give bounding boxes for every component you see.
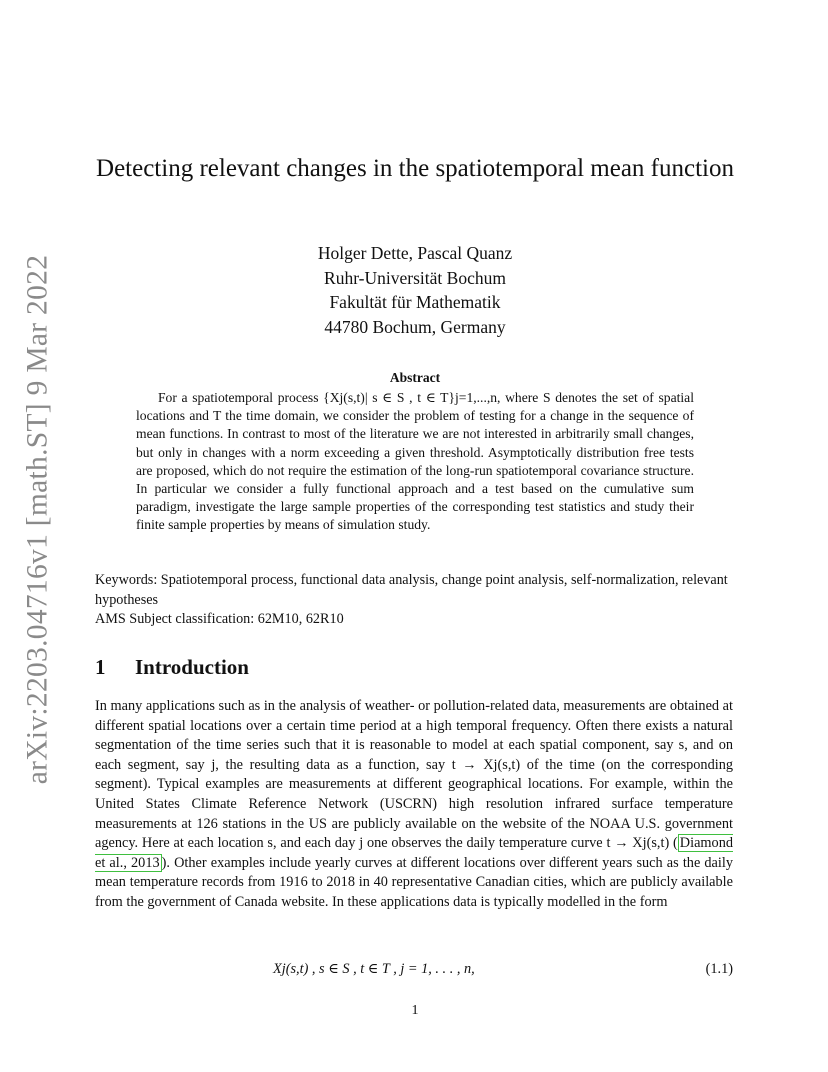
ams-classification: AMS Subject classification: 62M10, 62R10 (95, 611, 344, 627)
intro-text-part2: ). Other examples include yearly curves at different locations over different years such as the daily mean temperature records from 1916 to 2018 in 40 representative Canadian cities, which are publicly available from the government of Canada website. In these applications data is typically modelled in the form (95, 854, 733, 910)
abstract-text: For a spatiotemporal process {Xj(s,t)| s ∈ S , t ∈ T}j=1,...,n, where S denotes the set of spatial locations and T the time domain, we consider the problem of testing for a change in the sequence of mean functions. In contrast to most of the literature we are not interested in arbitrarily small changes, but only in changes with a norm exceeding a given threshold. Asymptotically distribution free tests are proposed, which do not require the estimation of the long-run spatiotemporal covariance structure. In particular we consider a fully functional approach and a test based on the cumulative sum paradigm, investigate the large sample properties of the corresponding test statistics and study their finite sample properties by means of simulation study. (136, 390, 694, 533)
section-heading (95, 655, 735, 680)
author-address: 44780 Bochum, Germany (324, 316, 506, 337)
page-number: 1 (411, 1003, 419, 1018)
author-block (95, 241, 735, 339)
author-faculty: Fakultät für Mathematik (329, 292, 501, 312)
equation-number: (1.1) (705, 961, 733, 977)
abstract-heading: Abstract (389, 370, 441, 385)
keywords-block (95, 571, 735, 630)
citation-link[interactable]: Diamond et al., 2013 (95, 835, 733, 871)
intro-text-part1: In many applications such as in the analysis of weather- or pollution-related data, measurements are obtained at different spatial locations over a certain time period at a high temporal frequency. Often there exists a natural segmentation of the time series such that it is reasonable to model at each spatial component, say s, and on each segment, say j, the resulting data as a function, say t → Xj(s,t) of the time (on the corresponding segment). Typical examples are measurements at different geographical locations. For example, within the United States Climate Reference Network (USCRN) high resolution infrared surface temperature measurements at 126 stations in the US are publicly available on the website of the NOAA U.S. government agency. Here at each location s, and each day j one observes the daily temperature curve t → Xj(s,t) ( (95, 698, 733, 852)
arxiv-sidebar-stamp (10, 254, 66, 785)
section-number: 1 (95, 655, 106, 679)
paper-title: Detecting relevant changes in the spatiotemporal mean function (96, 155, 734, 182)
intro-paragraph (95, 697, 733, 913)
author-names: Holger Dette, Pascal Quanz (317, 243, 513, 263)
arxiv-identifier: arXiv:2203.04716v1 [math.ST] 9 Mar 2022 (21, 254, 54, 785)
keywords-line: Keywords: Spatiotemporal process, functional data analysis, change point analysis, self-normalization, relevant hypotheses (95, 572, 728, 608)
author-university: Ruhr-Universität Bochum (324, 267, 506, 288)
equation-1-1 (95, 961, 733, 981)
section-title: Introduction (135, 655, 249, 679)
equation-text: Xj(s,t) , s ∈ S , t ∈ T , j = 1, . . . , n, (273, 961, 475, 977)
